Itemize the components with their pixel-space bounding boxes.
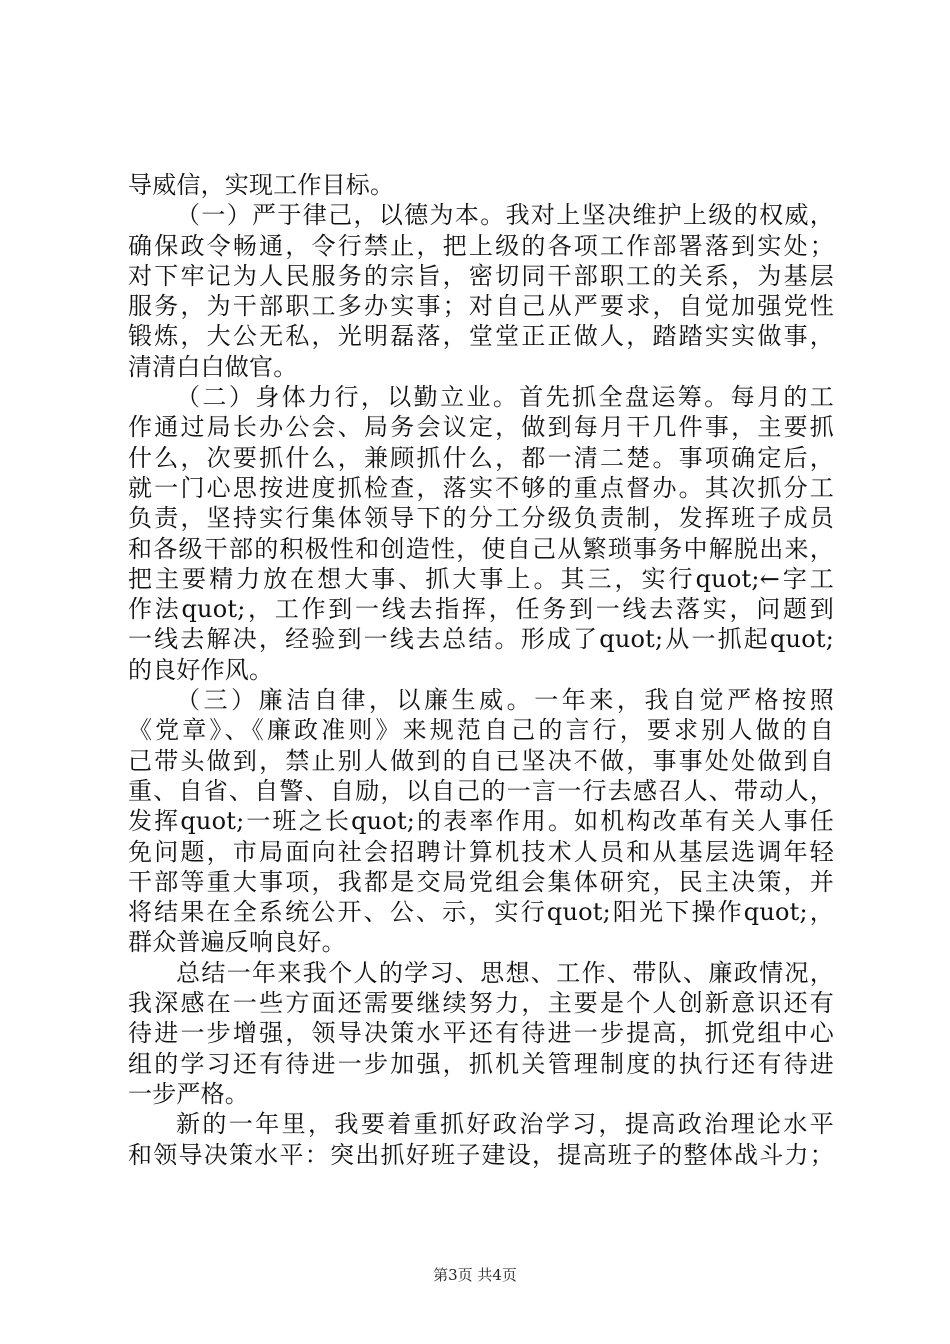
text-line: 作通过局长办公会、局务会议定，做到每月干几件事，主要抓	[128, 413, 834, 442]
text-line: 新的一年里，我要着重抓好政治学习，提高政治理论水平	[176, 1110, 834, 1139]
text-line: 干部等重大事项，我都是交局党组会集体研究，民主决策，并	[128, 867, 834, 896]
text-line: 锻炼，大公无私，光明磊落，堂堂正正做人，踏踏实实做事，	[128, 322, 834, 351]
text-line: 群众普遍反响良好。	[128, 928, 346, 957]
text-line: 把主要精力放在想大事、抓大事上。其三，实行quot;←字工	[128, 564, 834, 593]
text-line: 导威信，实现工作目标。	[128, 171, 395, 199]
text-line: （二）身体力行，以勤立业。首先抓全盘运筹。每月的工	[176, 383, 834, 412]
text-line: 和领导决策水平：突出抓好班子建设，提高班子的整体战斗力；	[128, 1140, 834, 1169]
text-line: 待进一步增强，领导决策水平还有待进一步提高，抓党组中心	[128, 1019, 834, 1048]
text-line: 就一门心思按进度抓检查，落实不够的重点督办。其次抓分工	[128, 473, 834, 502]
text-line: 什么，次要抓什么，兼顾抓什么，都一清二楚。事项确定后，	[128, 443, 834, 472]
text-line: 一步严格。	[128, 1079, 249, 1108]
text-line: 重、自省、自警、自励，以自己的一言一行去感召人、带动人，	[128, 776, 834, 805]
text-line: 发挥quot;一班之长quot;的表率作用。如机构改革有关人事任	[128, 807, 834, 836]
text-line: 负责，坚持实行集体领导下的分工分级负责制，发挥班子成员	[128, 504, 834, 533]
text-line: 清清白白做官。	[128, 352, 298, 381]
text-line: 确保政令畅通，令行禁止，把上级的各项工作部署落到实处；	[128, 231, 834, 260]
text-line: 服务，为干部职工多办实事；对自己从严要求，自觉加强党性	[128, 292, 834, 321]
text-line: 和各级干部的积极性和创造性，使自己从繁琐事务中解脱出来，	[128, 534, 834, 563]
text-line: 我深感在一些方面还需要继续努力，主要是个人创新意识还有	[128, 989, 834, 1018]
text-line: 己带头做到，禁止别人做到的自已坚决不做，事事处处做到自	[128, 746, 834, 775]
document-body	[128, 170, 834, 1170]
text-line: 作法quot;，工作到一线去指挥，任务到一线去落实，问题到	[128, 595, 834, 624]
text-line: 对下牢记为人民服务的宗旨，密切同干部职工的关系，为基层	[128, 261, 834, 290]
text-line: 将结果在全系统公开、公、示，实行quot;阳光下操作quot;，	[128, 898, 834, 927]
text-line: 一线去解决，经验到一线去总结。形成了quot;从一抓起quot;	[128, 625, 834, 654]
text-line: 《党章》、《廉政准则》来规范自己的言行，要求别人做的自	[128, 716, 834, 745]
text-line: 免问题，市局面向社会招聘计算机技术人员和从基层选调年轻	[128, 837, 834, 866]
text-line: 总结一年来我个人的学习、思想、工作、带队、廉政情况，	[176, 958, 834, 987]
page-footer: 第3页 共4页	[433, 1266, 517, 1284]
text-line: 组的学习还有待进一步加强，抓机关管理制度的执行还有待进	[128, 1049, 834, 1078]
text-line: （三）廉洁自律，以廉生威。一年来，我自觉严格按照	[176, 686, 834, 715]
text-line: 的良好作风。	[128, 655, 274, 684]
text-line: （一）严于律己，以德为本。我对上坚决维护上级的权威，	[176, 201, 834, 230]
